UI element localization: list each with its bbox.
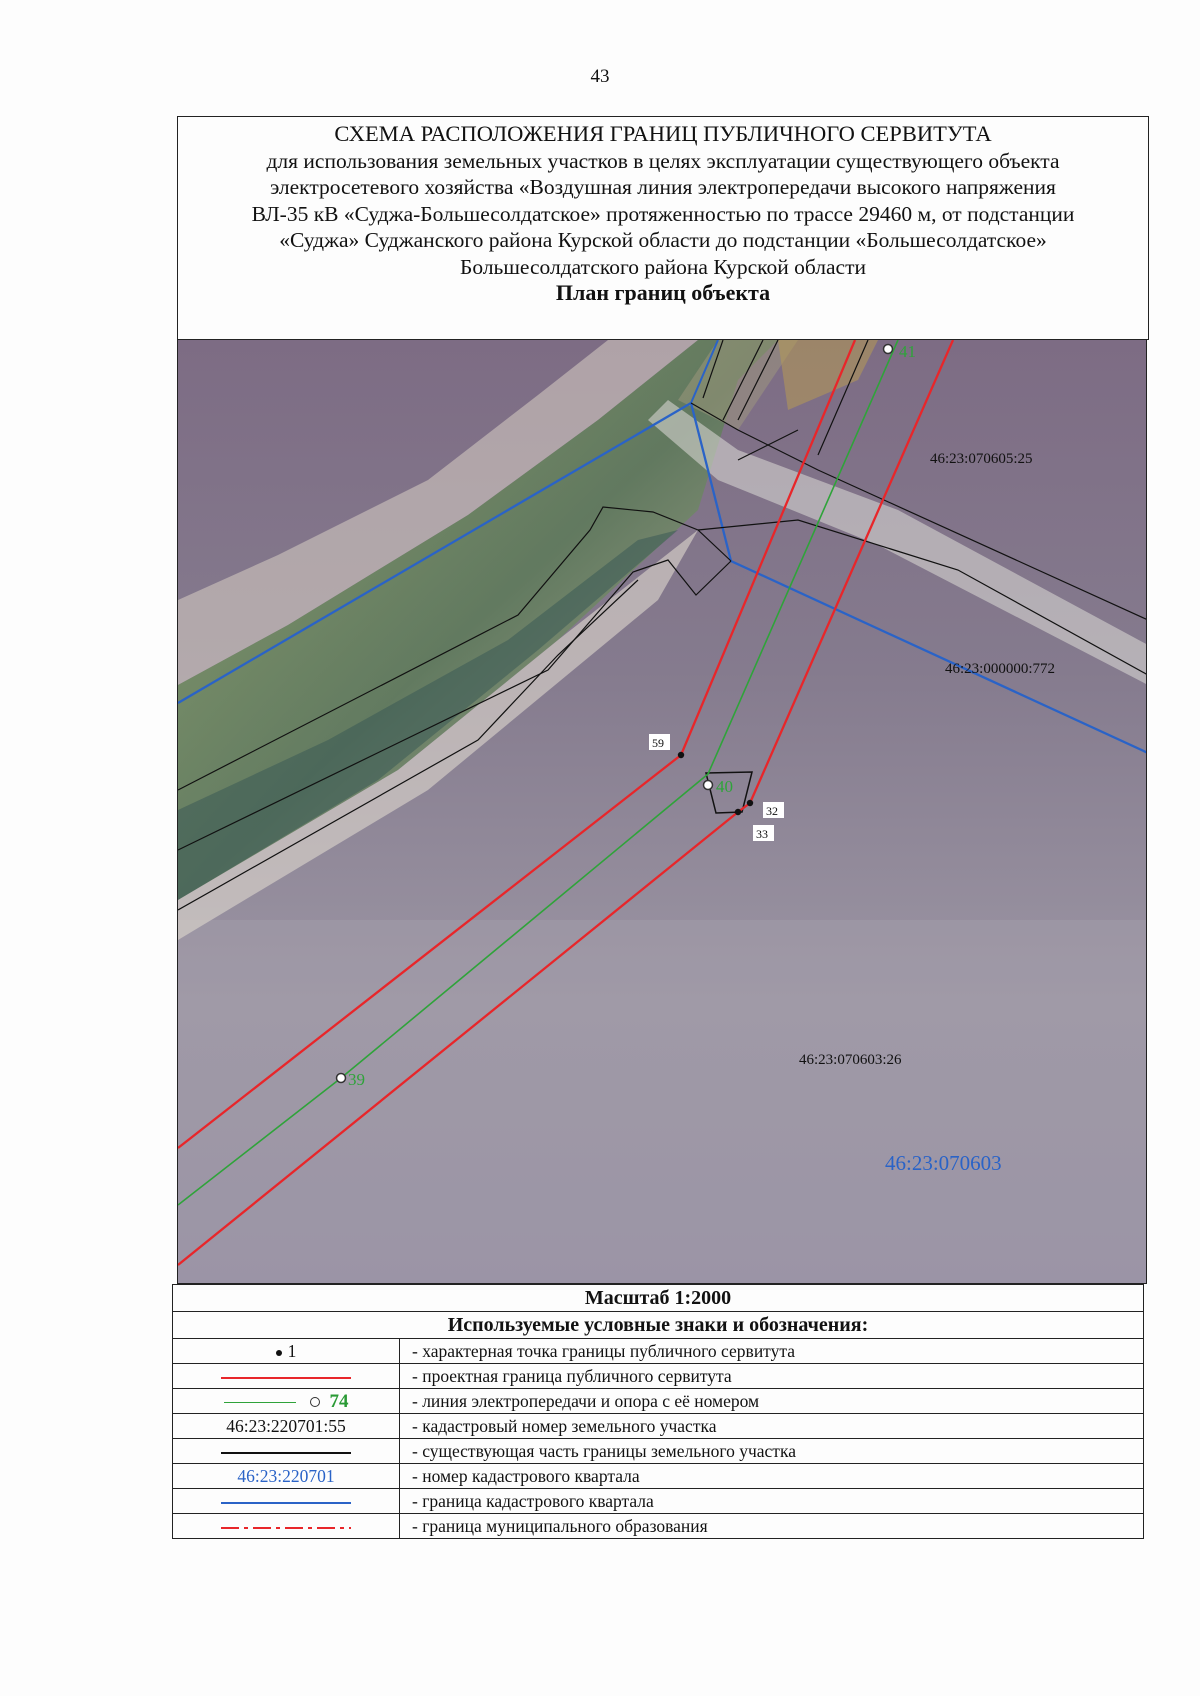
legend-row-parcel-number [173, 1414, 1144, 1439]
document-header [177, 116, 1149, 340]
pole-icon [310, 1397, 320, 1407]
pole-41-label: 41 [899, 342, 916, 361]
legend-point-number: 1 [287, 1341, 297, 1361]
header-line-2: электросетевого хозяйства «Воздушная линия электропередачи высокого напряжения [270, 175, 1056, 199]
legend-desc-servitude: - проектная граница публичного сервитута [400, 1364, 1144, 1389]
legend-desc-quarter-number: - номер кадастрового квартала [400, 1464, 1144, 1489]
boundary-point-59[interactable] [678, 752, 684, 758]
legend-row-quarter-boundary [173, 1489, 1144, 1514]
pole-41-icon[interactable] [884, 345, 893, 354]
pole-40-icon[interactable] [704, 781, 713, 790]
legend-desc-boundary-point: - характерная точка границы публичного сервитута [400, 1339, 1144, 1364]
legend-desc-parcel-number: - кадастровый номер земельного участка [400, 1414, 1144, 1439]
point-label-59: 59 [652, 736, 664, 750]
legend-row-municipal-boundary [173, 1514, 1144, 1539]
legend-row-power-line [173, 1389, 1144, 1414]
red-line-icon [221, 1377, 351, 1379]
parcel-label-070605-25: 46:23:070605:25 [930, 451, 1033, 467]
red-dashdot-line-icon [221, 1527, 351, 1529]
blue-line-icon [221, 1502, 351, 1504]
point-dot-icon [276, 1350, 282, 1356]
pole-39-icon[interactable] [337, 1074, 346, 1083]
quarter-label: 46:23:070603 [885, 1151, 1002, 1175]
legend-table [172, 1284, 1144, 1539]
field-haze [178, 920, 1147, 1284]
legend-parcel-number-sample: 46:23:220701:55 [173, 1414, 400, 1439]
legend-row-quarter-number [173, 1464, 1144, 1489]
legend-row-boundary-point [173, 1339, 1144, 1364]
legend-symbol-servitude [173, 1364, 400, 1389]
plan-subtitle: План границ объекта [555, 280, 771, 305]
point-label-32: 32 [766, 804, 778, 818]
point-label-33: 33 [756, 827, 768, 841]
header-line-5: Большесолдатского района Курской области [460, 254, 866, 279]
legend-symbol-point [173, 1339, 400, 1364]
map-canvas [178, 340, 1147, 1284]
legend-quarter-number-sample: 46:23:220701 [173, 1464, 400, 1489]
legend-row-servitude [173, 1364, 1144, 1389]
legend-symbol-quarter-boundary [173, 1489, 400, 1514]
header-line-1: для использования земельных участков в целях эксплуатации существующего объекта [266, 148, 1060, 173]
scale-label: Масштаб 1:2000 [173, 1285, 1144, 1312]
legend-desc-parcel-boundary: - существующая часть границы земельного участка [400, 1439, 1144, 1464]
page-number: 43 [590, 66, 610, 87]
map-view[interactable] [177, 339, 1147, 1284]
boundary-point-32[interactable] [747, 800, 753, 806]
legend-symbol-power-line [173, 1389, 400, 1414]
legend-desc-quarter-boundary: - граница кадастрового квартала [400, 1489, 1144, 1514]
legend-desc-power-line: - линия электропередачи и опора с её номером [400, 1389, 1144, 1414]
header-line-4: «Суджа» Суджанского района Курской области до подстанции «Большесолдатское» [279, 228, 1047, 252]
black-line-icon [221, 1452, 351, 1454]
parcel-label-000000-772: 46:23:000000:772 [945, 661, 1056, 677]
scheme-title: СХЕМА РАСПОЛОЖЕНИЯ ГРАНИЦ ПУБЛИЧНОГО СЕРВИТУТА [334, 121, 992, 146]
legend-pole-number: 74 [329, 1390, 349, 1412]
legend-symbol-municipal-boundary [173, 1514, 400, 1539]
parcel-label-070603-26: 46:23:070603:26 [799, 1052, 902, 1068]
legend-symbol-parcel-boundary [173, 1439, 400, 1464]
green-line-icon [224, 1402, 296, 1403]
legend-desc-municipal-boundary: - граница муниципального образования [400, 1514, 1144, 1539]
legend-row-parcel-boundary [173, 1439, 1144, 1464]
pole-39-label: 39 [348, 1070, 365, 1089]
pole-40-label: 40 [716, 777, 733, 796]
boundary-point-33[interactable] [735, 809, 741, 815]
legend-heading: Используемые условные знаки и обозначения: [173, 1312, 1144, 1339]
header-line-3: ВЛ-35 кВ «Суджа-Большесолдатское» протяженностью по трассе 29460 м, от подстанции [251, 201, 1075, 226]
